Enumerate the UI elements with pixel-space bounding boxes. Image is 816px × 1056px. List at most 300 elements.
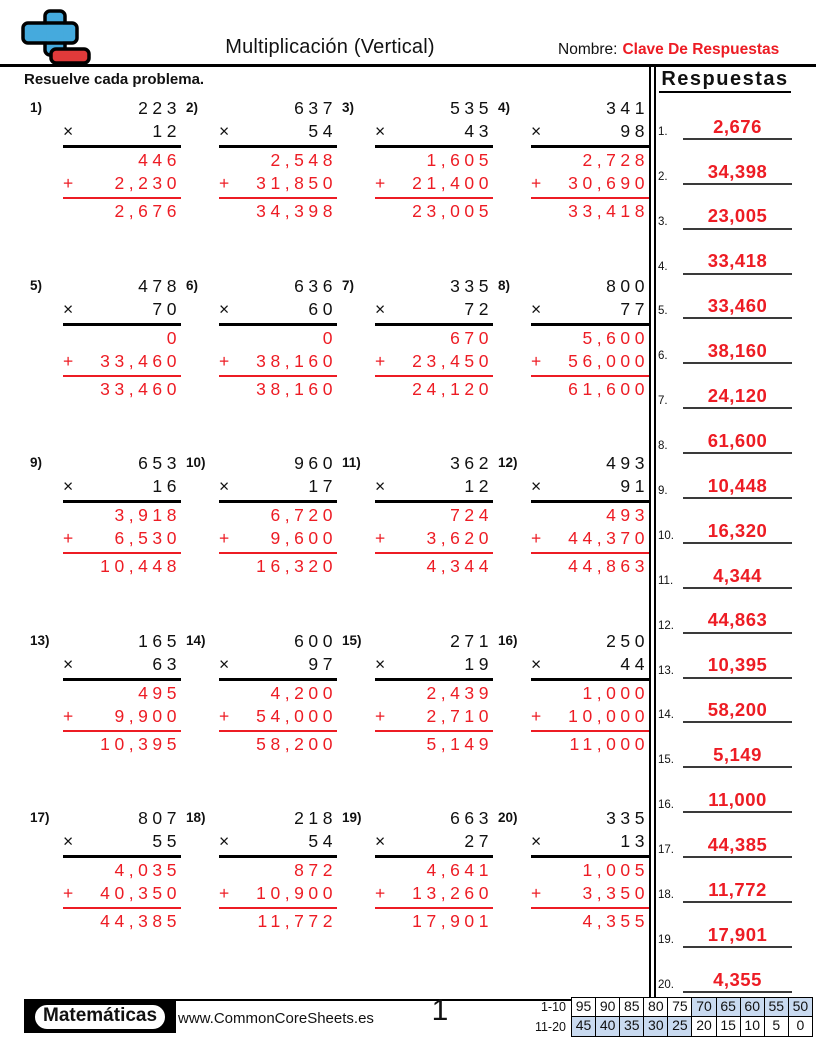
- problem-work: [375, 275, 493, 401]
- multiplicand: 535: [450, 98, 493, 118]
- header-divider: [0, 64, 816, 67]
- problem-1: [30, 97, 186, 275]
- multiplier-row: [63, 475, 181, 498]
- problem-work: [219, 630, 337, 756]
- multiplicand: 800: [606, 275, 649, 296]
- multiplier: 63: [152, 653, 181, 674]
- answer-value: 16,320: [683, 520, 792, 544]
- plus-sign: +: [63, 173, 74, 193]
- problem-number: 2): [186, 100, 199, 115]
- page-number: 1: [431, 994, 449, 1027]
- problem-work: [219, 275, 337, 401]
- times-sign: ×: [219, 121, 234, 141]
- answer-row-19: [658, 903, 792, 948]
- partial-product-1: 3,918: [114, 505, 181, 526]
- problem-3: [342, 97, 498, 275]
- problem-15: [342, 630, 498, 808]
- problem-9: [30, 452, 186, 630]
- times-sign: ×: [219, 653, 234, 674]
- multiplicand: 362: [450, 453, 493, 474]
- partial-product-2-row: [375, 705, 493, 728]
- problem-number: 1): [30, 100, 43, 115]
- score-cell: 0: [789, 1017, 813, 1037]
- sum-rule: [531, 730, 649, 732]
- multiplier: 16: [152, 476, 181, 497]
- score-cell: 55: [765, 997, 789, 1017]
- problem-number: 15): [342, 632, 362, 648]
- partial-product-2-row: [375, 350, 493, 373]
- product-total: 44,863: [568, 556, 649, 577]
- problem-number: 16): [498, 632, 518, 648]
- partial-product-2-row: [375, 882, 493, 905]
- plus-sign: +: [531, 528, 542, 549]
- partial-product-2: 21,400: [412, 173, 493, 193]
- times-sign: ×: [63, 476, 78, 497]
- product-total: 2,676: [114, 201, 181, 221]
- partial-product-2: 23,450: [412, 350, 493, 371]
- multiplier: 12: [464, 476, 493, 497]
- multiplier-row: [375, 475, 493, 498]
- product-total: 38,160: [256, 378, 337, 399]
- multiplier-row: [531, 830, 649, 853]
- multiplier: 91: [620, 476, 649, 497]
- multiplier-row: [375, 830, 493, 853]
- answer-number: 2.: [658, 170, 668, 183]
- plus-sign: +: [219, 350, 230, 371]
- plus-sign: +: [531, 883, 542, 904]
- multiplier: 70: [152, 298, 181, 319]
- partial-product-2-row: [531, 172, 649, 195]
- problem-work: [219, 97, 337, 223]
- answer-value: 11,000: [683, 789, 792, 813]
- problem-work: [219, 807, 337, 933]
- problem-number: 6): [186, 277, 199, 293]
- answer-value: 11,772: [683, 879, 792, 903]
- sum-rule: [219, 197, 337, 199]
- product-total: 4,344: [426, 556, 493, 577]
- answer-value: 44,863: [683, 609, 792, 633]
- plus-sign: +: [63, 528, 74, 549]
- problem-number: 7): [342, 277, 355, 293]
- times-sign: ×: [375, 476, 390, 497]
- problem-12: [498, 452, 654, 630]
- website-link[interactable]: www.CommonCoreSheets.es: [178, 1010, 374, 1027]
- answer-row-1: [658, 95, 792, 140]
- partial-product-1: 724: [450, 505, 493, 526]
- sum-rule: [63, 375, 181, 377]
- multiplier-row: [219, 298, 337, 321]
- answer-value: 23,005: [683, 205, 792, 229]
- partial-product-2: 38,160: [256, 350, 337, 371]
- partial-product-1: 670: [450, 327, 493, 348]
- answer-row-15: [658, 723, 792, 768]
- partial-product-1: 1,005: [582, 860, 649, 881]
- plus-sign: +: [219, 883, 230, 904]
- score-cell: 30: [644, 1017, 668, 1037]
- score-cell: 40: [596, 1017, 620, 1037]
- answer-row-14: [658, 679, 792, 724]
- name-label: Nombre:: [558, 41, 618, 58]
- answer-key-label: Clave De Respuestas: [622, 41, 780, 58]
- answer-row-8: [658, 409, 792, 454]
- plus-sign: +: [219, 173, 230, 193]
- score-cell: 70: [692, 997, 716, 1017]
- multiplicand: 271: [450, 630, 493, 651]
- times-sign: ×: [375, 298, 390, 319]
- problem-number: 20): [498, 810, 518, 826]
- product-total: 33,460: [100, 378, 181, 399]
- product-total: 23,005: [412, 201, 493, 221]
- multiplicand: 165: [138, 630, 181, 651]
- times-sign: ×: [375, 831, 390, 852]
- answers-title: [658, 68, 792, 91]
- score-cell: 95: [571, 997, 596, 1017]
- partial-product-2: 31,850: [256, 173, 337, 193]
- answer-number: 18.: [658, 889, 674, 902]
- score-cell: 60: [741, 997, 765, 1017]
- equals-rule: [375, 145, 493, 148]
- multiplier-row: [219, 120, 337, 143]
- partial-product-1: 2,439: [426, 682, 493, 703]
- multiplier: 77: [620, 298, 649, 319]
- score-cell: 80: [644, 997, 668, 1017]
- answer-number: 9.: [658, 485, 668, 498]
- equals-rule: [219, 145, 337, 148]
- answer-value: 34,398: [683, 161, 792, 185]
- equals-rule: [531, 855, 649, 858]
- product-total: 24,120: [412, 378, 493, 399]
- brand-box: [24, 1000, 176, 1033]
- problem-number: 5): [30, 277, 43, 293]
- multiplier: 98: [620, 121, 649, 141]
- plus-sign: +: [531, 350, 542, 371]
- score-table: [520, 997, 813, 1037]
- problem-14: [186, 630, 342, 808]
- multiplier: 13: [620, 831, 649, 852]
- partial-product-1: 4,035: [114, 860, 181, 881]
- partial-product-2: 9,900: [114, 705, 181, 726]
- equals-rule: [375, 855, 493, 858]
- equals-rule: [219, 678, 337, 681]
- problems-grid: [30, 97, 654, 985]
- times-sign: ×: [219, 298, 234, 319]
- partial-product-2: 44,370: [568, 528, 649, 549]
- times-sign: ×: [63, 831, 78, 852]
- score-cell: 10: [741, 1017, 765, 1037]
- problem-work: [375, 452, 493, 578]
- problem-work: [63, 630, 181, 756]
- product-total: 44,385: [100, 911, 181, 932]
- plus-sign: +: [63, 350, 74, 371]
- name-area: [558, 41, 779, 59]
- sum-rule: [375, 907, 493, 909]
- sum-rule: [219, 907, 337, 909]
- product-total: 16,320: [256, 556, 337, 577]
- answer-value: 4,355: [683, 969, 792, 993]
- problem-7: [342, 275, 498, 453]
- partial-product-2-row: [375, 527, 493, 550]
- product-total: 61,600: [568, 378, 649, 399]
- plus-sign: +: [531, 173, 542, 193]
- score-row-1: [520, 997, 813, 1017]
- multiplier-row: [63, 120, 181, 143]
- sum-rule: [531, 375, 649, 377]
- multiplier: 54: [308, 831, 337, 852]
- problem-number: 18): [186, 810, 206, 826]
- partial-product-1: 495: [138, 682, 181, 703]
- product-total: 5,149: [426, 733, 493, 754]
- score-cell: 20: [692, 1017, 716, 1037]
- score-cell: 45: [571, 1017, 596, 1037]
- answer-number: 3.: [658, 215, 668, 228]
- answer-row-11: [658, 544, 792, 589]
- answer-row-4: [658, 230, 792, 275]
- multiplier-row: [219, 830, 337, 853]
- answer-number: 6.: [658, 350, 668, 363]
- multiplicand: 637: [294, 98, 337, 118]
- instruction-text: Resuelve cada problema.: [24, 71, 205, 88]
- problem-work: [375, 97, 493, 223]
- problem-work: [531, 630, 649, 756]
- sum-rule: [375, 730, 493, 732]
- problem-17: [30, 807, 186, 985]
- answer-row-7: [658, 364, 792, 409]
- answer-value: 2,676: [683, 116, 792, 140]
- partial-product-2-row: [63, 350, 181, 373]
- multiplicand: 663: [450, 808, 493, 829]
- times-sign: ×: [375, 121, 390, 141]
- score-cell: 75: [668, 997, 692, 1017]
- equals-rule: [531, 145, 649, 148]
- partial-product-2: 33,460: [100, 350, 181, 371]
- answer-number: 13.: [658, 664, 674, 677]
- problem-19: [342, 807, 498, 985]
- partial-product-2-row: [63, 882, 181, 905]
- partial-product-2-row: [531, 705, 649, 728]
- equals-rule: [63, 678, 181, 681]
- plus-sign: +: [375, 883, 386, 904]
- answer-row-12: [658, 589, 792, 634]
- problem-number: 14): [186, 632, 206, 648]
- answer-number: 4.: [658, 260, 668, 273]
- problem-16: [498, 630, 654, 808]
- partial-product-2: 6,530: [114, 528, 181, 549]
- times-sign: ×: [531, 476, 546, 497]
- answer-row-16: [658, 768, 792, 813]
- multiplier: 55: [152, 831, 181, 852]
- problem-20: [498, 807, 654, 985]
- answer-value: 24,120: [683, 385, 792, 409]
- product-total: 10,448: [100, 556, 181, 577]
- product-total: 4,355: [582, 911, 649, 932]
- problem-work: [63, 97, 181, 223]
- equals-rule: [63, 855, 181, 858]
- sum-rule: [375, 552, 493, 554]
- answers-list: [658, 95, 792, 993]
- problem-number: 12): [498, 455, 518, 471]
- partial-product-2-row: [219, 705, 337, 728]
- multiplier-row: [219, 475, 337, 498]
- problem-number: 3): [342, 100, 355, 115]
- problem-work: [219, 452, 337, 578]
- score-cell: 35: [620, 1017, 644, 1037]
- problem-number: 10): [186, 455, 206, 471]
- multiplicand: 250: [606, 630, 649, 651]
- partial-product-2-row: [63, 527, 181, 550]
- answer-number: 5.: [658, 305, 668, 318]
- problem-2: [186, 97, 342, 275]
- multiplier-row: [375, 653, 493, 676]
- equals-rule: [375, 323, 493, 326]
- partial-product-2: 2,710: [426, 705, 493, 726]
- multiplier-row: [63, 830, 181, 853]
- answer-row-9: [658, 454, 792, 499]
- multiplier: 72: [464, 298, 493, 319]
- problem-number: 9): [30, 455, 43, 471]
- score-cell: 50: [789, 997, 813, 1017]
- problem-work: [63, 807, 181, 933]
- partial-product-2: 3,350: [582, 883, 649, 904]
- answer-value: 61,600: [683, 430, 792, 454]
- partial-product-2-row: [375, 172, 493, 195]
- equals-rule: [375, 500, 493, 503]
- product-total: 17,901: [412, 911, 493, 932]
- problem-11: [342, 452, 498, 630]
- multiplier-row: [531, 475, 649, 498]
- plus-sign: +: [531, 705, 542, 726]
- multiplier-row: [531, 653, 649, 676]
- multiplier-row: [63, 298, 181, 321]
- answer-row-17: [658, 813, 792, 858]
- answer-number: 10.: [658, 529, 674, 542]
- problem-work: [375, 630, 493, 756]
- problem-number: 11): [342, 455, 361, 471]
- answer-row-2: [658, 140, 792, 185]
- equals-rule: [219, 500, 337, 503]
- answers-title-text: Respuestas: [659, 68, 790, 93]
- equals-rule: [63, 145, 181, 148]
- answer-value: 44,385: [683, 834, 792, 858]
- answer-value: 33,460: [683, 295, 792, 319]
- product-total: 34,398: [256, 201, 337, 221]
- problem-work: [531, 452, 649, 578]
- answer-number: 15.: [658, 754, 674, 767]
- product-total: 11,000: [569, 733, 649, 754]
- multiplier: 27: [464, 831, 493, 852]
- partial-product-2: 10,000: [568, 705, 649, 726]
- multiplier-row: [531, 120, 649, 143]
- multiplier: 17: [308, 476, 337, 497]
- plus-sign: +: [375, 350, 386, 371]
- partial-product-2: 40,350: [100, 883, 181, 904]
- partial-product-2: 9,600: [270, 528, 337, 549]
- partial-product-1: 0: [322, 327, 337, 348]
- partial-product-2-row: [219, 882, 337, 905]
- multiplier-row: [63, 653, 181, 676]
- times-sign: ×: [63, 121, 78, 141]
- multiplicand: 807: [138, 808, 181, 829]
- sum-rule: [63, 197, 181, 199]
- sum-rule: [63, 552, 181, 554]
- times-sign: ×: [531, 653, 546, 674]
- sum-rule: [531, 907, 649, 909]
- problem-8: [498, 275, 654, 453]
- partial-product-2-row: [63, 705, 181, 728]
- product-total: 10,395: [100, 733, 181, 754]
- partial-product-2: 3,620: [426, 528, 493, 549]
- page-title: Multiplicación (Vertical): [225, 36, 435, 58]
- multiplicand: 335: [606, 808, 649, 829]
- answer-number: 16.: [658, 799, 674, 812]
- times-sign: ×: [219, 476, 234, 497]
- answer-value: 33,418: [683, 250, 792, 274]
- multiplicand: 960: [294, 453, 337, 474]
- partial-product-1: 1,605: [426, 150, 493, 170]
- answer-value: 58,200: [683, 699, 792, 723]
- plus-sign: +: [63, 705, 74, 726]
- product-total: 58,200: [256, 733, 337, 754]
- partial-product-2-row: [219, 350, 337, 373]
- score-cell: 85: [620, 997, 644, 1017]
- score-range-label: 11-20: [534, 1020, 566, 1034]
- partial-product-1: 1,000: [582, 682, 649, 703]
- times-sign: ×: [531, 298, 546, 319]
- answer-number: 12.: [658, 619, 674, 632]
- times-sign: ×: [219, 831, 234, 852]
- answer-row-13: [658, 634, 792, 679]
- problem-number: 19): [342, 810, 362, 826]
- partial-product-2-row: [63, 172, 181, 195]
- answer-value: 5,149: [683, 744, 792, 768]
- times-sign: ×: [531, 831, 546, 852]
- plus-sign: +: [375, 173, 386, 193]
- product-total: 11,772: [257, 911, 337, 932]
- sum-rule: [531, 197, 649, 199]
- partial-product-2: 2,230: [114, 173, 181, 193]
- equals-rule: [531, 678, 649, 681]
- partial-product-2: 10,900: [256, 883, 337, 904]
- score-cell: 5: [765, 1017, 789, 1037]
- partial-product-1: 493: [606, 505, 649, 526]
- multiplicand: 218: [294, 808, 337, 829]
- multiplicand: 636: [294, 275, 337, 296]
- problem-number: 8): [498, 277, 511, 293]
- equals-rule: [63, 323, 181, 326]
- partial-product-1: 5,600: [582, 327, 649, 348]
- problem-work: [375, 807, 493, 933]
- problem-6: [186, 275, 342, 453]
- answer-number: 17.: [658, 844, 674, 857]
- problem-10: [186, 452, 342, 630]
- partial-product-2-row: [531, 350, 649, 373]
- partial-product-1: 872: [294, 860, 337, 881]
- answer-row-5: [658, 275, 792, 320]
- multiplicand: 335: [450, 275, 493, 296]
- problem-number: 13): [30, 632, 50, 648]
- multiplicand: 478: [138, 275, 181, 296]
- equals-rule: [531, 323, 649, 326]
- partial-product-2-row: [531, 527, 649, 550]
- score-row-2: [520, 1017, 813, 1037]
- score-cell: 15: [717, 1017, 741, 1037]
- plus-sign: +: [63, 883, 74, 904]
- partial-product-2: 30,690: [568, 173, 649, 193]
- plus-sign: +: [219, 528, 230, 549]
- multiplicand: 341: [606, 98, 649, 118]
- sum-rule: [375, 197, 493, 199]
- sum-rule: [219, 375, 337, 377]
- score-cell: 65: [717, 997, 741, 1017]
